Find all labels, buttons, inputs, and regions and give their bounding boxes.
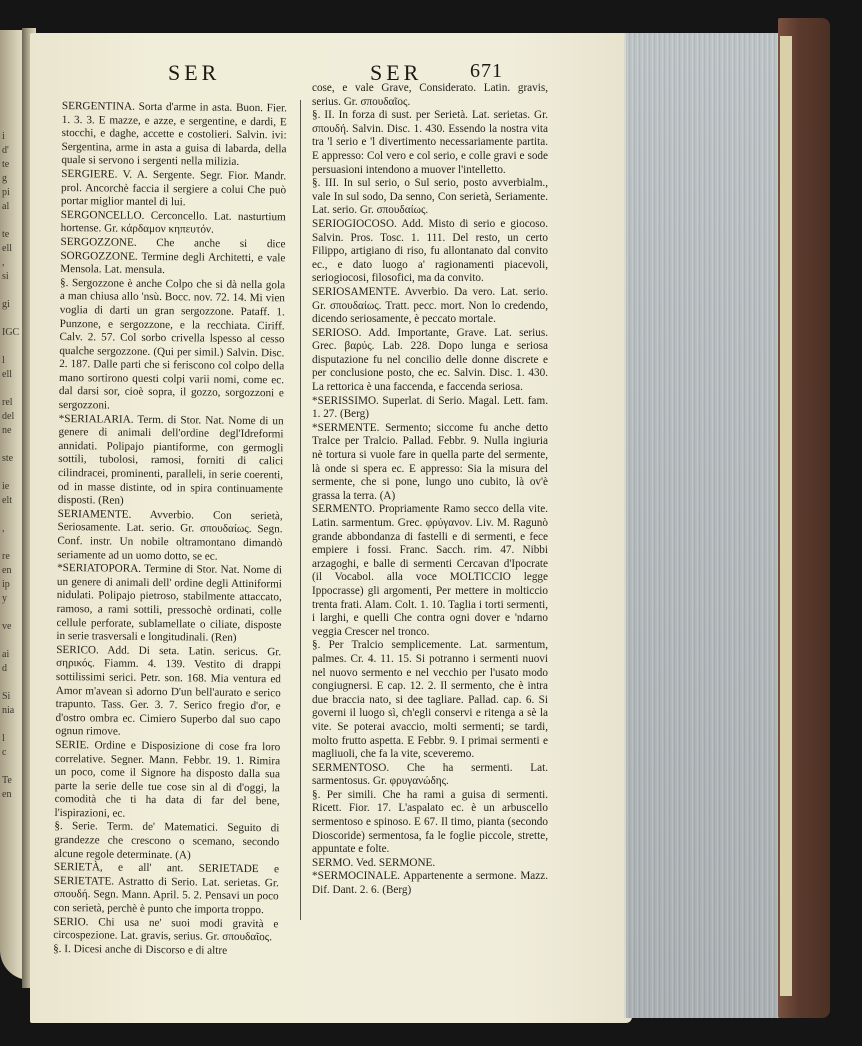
entry-sergoncello: SERGONCELLO. Cerconcello. Lat. nasturtium hortense. Gr. κάρδαμον κηπευτόν. <box>60 208 286 236</box>
entry-seriatopora: *SERIATOPORA. Termine di Stor. Nat. Nome di un genere di animali dell' ordine degli Attiniformi nidulati. Polipajo pietroso, stabilmente attaccato, ramoso, a rami sottili, pressochè ordinati, colle cellule perforate, sublamellate o ciliate, disposte in serie trasversali e longitudinali. (Ren) <box>56 562 283 645</box>
entry-sermento: SERMENTO. Propriamente Ramo secco della vite. Latin. sarmentum. Grec. φρύγανον. Liv. M. Ragunò grande abbondanza di fastelli e di sermenti, e fece empiere i fossi. Franc. Sacch. rim. 47. Nibbi arzagoghi, e balle di sermenti Cercavan d'Ipocrate (il Vocabol. alla voce MOLTICCIO legge Ippocrasse) gli argomenti, Per mettere in molticcio trenta frati. Alam. Colt. 1. 10. Taglia i torti sermenti, i larghi, e quelli Che contra ogni dover e 'ndarno veggia Crescer nel tronco. <box>312 503 548 638</box>
left-column <box>53 100 287 959</box>
previous-page-text-fragment: i d' te g pi al te ell , si gi IGC l ell rel del ne ste ie elt , re en ip y ve ai d Si nia l c Te en <box>2 131 20 800</box>
entry-sermente: *SERMENTE. Sermento; siccome fu anche detto Tralce per Tralcio. Pallad. Febbr. 9. Nulla ingiuria nè tortura si vuole fare in quella parte del sermente, là onde si spera ec. E appresso: Sia la misura del sermente, che si pone, lungo uno cubito, là ov'è grassa la terra. (A) <box>312 421 548 502</box>
page-number: 671 <box>470 60 503 82</box>
entry-seriogiocoso: SERIOGIOCOSO. Add. Misto di serio e giocoso. Salvin. Pros. Tosc. 1. 111. Del resto, un certo Filippo, artigiano di riso, fu allontanato dal convito ec., e dato luogo a' ragionamenti piacevoli, seriogiocosi, filosofici, ma da convito. <box>312 217 548 285</box>
entry-sermocinale: *SERMOCINALE. Appartenente a sermone. Mazz. Dif. Dant. 2. 6. (Berg) <box>312 870 548 897</box>
entry-sermentoso: SERMENTOSO. Che ha sermenti. Lat. sarmentosus. Gr. φρυγανώδης. <box>312 761 548 788</box>
running-head-right: SER <box>370 60 423 85</box>
entry-sergozzone-sense: §. Sergozzone è anche Colpo che si dà nella gola a man chiusa allo 'nsù. Bocc. nov. 72. 14. Mi vien voglia di darti un gran sergozzone. Pataff. 1. Punzone, e sergozzone, e la recchiata. Ciriff. Calv. 2. 57. Col sorbo crivella lspesso al cesso qualche sergozzone. (Qui per simil.) Salvin. Disc. 2. 187. Dalle parti che si feriscono col colpo della mano sortirono questi colpi varii nomi, come ec. dal darsi sor, cioè sopra, il gozzo, sorgozzoni e sergozzoni. <box>58 276 286 412</box>
running-head-left: SER <box>168 60 221 85</box>
endpaper-strip <box>780 36 792 996</box>
entry-sergiere: SERGIERE. V. A. Sergente. Segr. Fior. Mandr. prol. Ancorchè faccia il sergiere a colui Che può portar miglior mantel di lui. <box>60 167 287 209</box>
column-divider <box>300 100 301 920</box>
entry-sermentoso-sense: §. Per simili. Che ha rami a guisa di sermenti. Ricett. Fior. 17. L'aspalato ec. è un arbuscello sermentoso e spinoso. E 67. Il timo, pianta (secondo Dioscoride) sermentosa, fa le foglie piccole, strette, appuntate e folte. <box>312 788 548 856</box>
page-stack-edges <box>624 33 782 1018</box>
entry-serie: SERIE. Ordine e Disposizione di cose fra loro correlative. Segner. Mann. Febbr. 19. 1. Rimira un poco, come il Signore ha disposto dalla sua parte la serie delle tue cose sin al di d'oggi, la comodità che ti ha data di far del bene, l'ispirazioni, ec. <box>54 738 281 820</box>
entry-serio-sense-1: §. I. Dicesi anche di Discorso e di altre <box>53 942 228 957</box>
entry-serissimo: *SERISSIMO. Superlat. di Serio. Magal. Lett. fam. 1. 27. (Berg) <box>312 394 548 421</box>
entry-sermo: SERMO. Ved. SERMONE. <box>312 856 436 869</box>
entry-seriosamente: SERIOSAMENTE. Avverbio. Da vero. Lat. serio. Gr. σπουδαίως. Tratt. pecc. mort. Non lo credendo, dicendo seriosamente, è peccato mortale. <box>312 285 548 326</box>
entry-sergentina: SERGENTINA. Sorta d'arme in asta. Buon. Fier. 1. 3. 3. E mazze, e azze, e sergentine, e dardi, E stocchi, e daghe, accette e costolieri. Salvin. ivi: Sergentina, arme in asta a guisa di labarda, della quale si servono i sergenti nella milizia. <box>61 100 287 169</box>
entry-sergozzone: SERGOZZONE. Che anche si dice SORGOZZONE. Termine degli Architetti, e vale Mensola. Lat. mensula. <box>60 235 286 277</box>
entry-serio-sense-2: §. II. In forza di sust. per Serietà. Lat. serietas. Gr. σπουδή. Salvin. Disc. 1. 430. Essendo la nostra vita tra 'l serio e 'l divertimento necessariamente partita. E appresso: Col vero e col serio, e colle gravi e sode persuasioni intendono a muover l'intelletto. <box>312 109 548 176</box>
entry-serio: SERIO. Chi usa ne' suoi modi gravità e circospezione. Lat. gravis, serius. Gr. σπουδαῖος. <box>53 915 279 944</box>
entry-sermento-sense: §. Per Tralcio semplicemente. Lat. sarmentum, palmes. Cr. 4. 11. 15. Si potranno i sermenti nuovi nel nuovo sermento e nel vecchio per l'usato modo congiugnersi. E cap. 12. 2. Il sermento, che è intra due braccia nato, si dee tagliare. Pallad. cap. 6. Si governi il luogo sì, ch'egli conservi e ritenga a sè la vite. Se poterai avaccio, molti sermenti; se tardi, molto frutto aspetta. E Febbr. 9. I primai sermenti e magliuoli, che fa la vite, sceveremo. <box>312 639 548 761</box>
entry-serico: SERICO. Add. Di seta. Latin. sericus. Gr. σηρικός. Fiamm. 4. 139. Vestito di drappi sottilissimi serici. Petr. son. 168. Mia ventura ed Amor m'avean sì adorno D'un bell'aurato e serico trapunto. Tass. Ger. 3. 7. Serico fregio d'or, e d'ostro ombra ec. Cimiero Superbo dal suo capo ognun rimove. <box>55 643 282 738</box>
entry-serioso: SERIOSO. Add. Importante, Grave. Lat. serius. Grec. βαρύς. Lab. 228. Dopo lunga e seriosa disputazione fu nel concilio delle donne discrete e per conclusione posto, che ec. Salvin. Disc. 1. 430. La rettorica è una faccenda, e faccenda seriosa. <box>312 326 548 394</box>
entry-serieta: SERIETÀ, e all' ant. SERIETADE e SERIETATE. Astratto di Serio. Lat. serietas. Gr. σπουδή. Segn. Mann. April. 5. 2. Pensavi un poco con serietà, perchè è punto che importa troppo. <box>53 861 280 917</box>
entry-serio-continued: cose, e vale Grave, Considerato. Latin. gravis, serius. Gr. σπουδαῖος. <box>312 82 548 108</box>
right-column <box>312 82 548 898</box>
entry-serio-sense-3: §. III. In sul serio, o Sul serio, posto avverbialm., vale In sul sodo, Da senno, Con serietà, Seriamente. Lat. serio. Gr. σπουδαίως. <box>312 177 548 217</box>
entry-serie-math: §. Serie. Term. de' Matematici. Seguito di grandezze che crescono o scemano, secondo alcune regole determinate. (A) <box>54 820 280 862</box>
entry-seriamente: SERIAMENTE. Avverbio. Con serietà, Seriosamente. Lat. serio. Gr. σπουδαίως. Segn. Conf. instr. Un nobile oltramontano dimandò seriamente ad un uomo dotto, se ec. <box>57 507 283 563</box>
entry-serialaria: *SERIALARIA. Term. di Stor. Nat. Nome di un genere di animali dell'ordine degl'Idreformi annidati. Polipajo piantiforme, con germogli sottili, tubolosi, ramosi, forniti di calici cilindracei, prominenti, paralleli, in serie coerenti, od in masse distinte, od in spira continuamente disposti. (Ren) <box>57 412 284 507</box>
